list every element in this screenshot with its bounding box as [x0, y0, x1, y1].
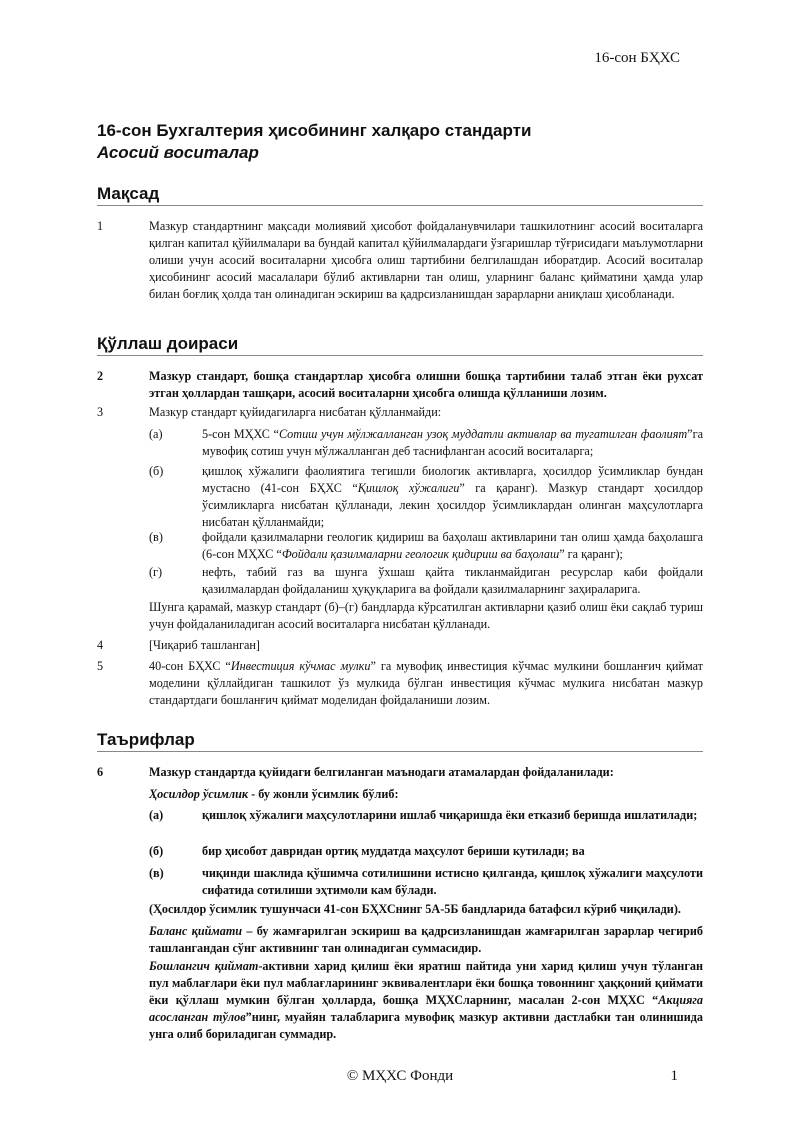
paragraph-3c	[149, 529, 703, 563]
definition-item-b	[149, 843, 703, 860]
paragraph-text: 40-сон БҲХС “Инвестиция кўчмас мулки” га мувофиқ инвестиция кўчмас мулкини бошланғич қиймат моделини қўллайдиган ташкилот ўз мулкида бўлган инвестиция кўчмас мулкига нисбатан мазкур стандартдаги бошланғич қиймат моделидан фойдаланиши лозим.	[149, 659, 704, 707]
item-text: бир ҳисобот давридан ортиқ муддатда маҳсулот бериши кутилади; ва	[202, 844, 585, 858]
paragraph-text: Мазкур стандартнинг мақсади молиявий ҳисобот фойдаланувчилари ташкилотнинг асосий воситаларга қилган капитал қўйилмалари ва бундай капитал қўйилмалардаги ўзгаришлар тўғрисидаги маълумотларни олиши учун асосий воситаларни ҳисобга олиш тартибини белгилашдан иборатдир. Асосий воситалар ҳисобининг асосий масалалари бўлиб активларни тан олиш, уларнинг баланс қийматини ҳамда улар билан боғлиқ ҳолда тан олинадиган эскириш ва қадрсизланишдан зарарларни аниқлаш ҳисобланади.	[149, 219, 703, 301]
item-text: қишлоқ хўжалиги фаолиятига тегишли биологик активларга, ҳосилдор ўсимликлар бундан мустасно (41-сон БҲХС “Қишлоқ хўжалиги” га қаранг). Мазкур стандарт ҳосилдор ўсимликларга нисбатан қўлланади, лекин ҳосилдор ўсимликлардан олинган маҳсулотларга нисбатан қўлланмайди;	[202, 464, 703, 529]
section-heading-scope: Қўллаш доираси	[97, 334, 703, 356]
item-letter: (б)	[149, 844, 164, 858]
paragraph-3b	[149, 463, 703, 531]
item-text: нефть, табий газ ва шунга ўхшаш қайта тикланмайдиган ресурслар каби фойдали қазилмалардан фойдаланиш ҳуқуқларига ва фойдали қазилмаларнинг заҳираларига.	[202, 565, 703, 596]
defined-term: Бошлангич қиймат	[149, 959, 259, 973]
paragraph-1	[97, 218, 703, 303]
defined-term: Ҳосилдор ўсимлик	[149, 787, 249, 801]
section-heading-definitions: Таърифлар	[97, 730, 703, 752]
defined-term: Баланс қиймати	[149, 924, 243, 938]
item-letter: (г)	[149, 565, 163, 579]
paragraph-number: 5	[97, 659, 104, 673]
title-subtitle: Асосий воситалар	[97, 143, 259, 162]
paragraph-text: [Чиқариб ташланган]	[149, 638, 260, 652]
referenced-standard-title: Қишлоқ хўжалиги	[357, 481, 460, 495]
running-header: 16-сон БҲХС	[594, 50, 680, 66]
section-heading-objective: Мақсад	[97, 184, 703, 206]
referenced-standard-title: Акцияга асосланган тўлов	[149, 993, 703, 1024]
paragraph-number: 2	[97, 369, 104, 383]
definition-item-a	[149, 807, 703, 824]
definition-bearer-plant: Ҳосилдор ўсимлик - бу жонли ўсимлик бўлиб:	[149, 787, 399, 801]
paragraph-3	[97, 404, 703, 421]
paragraph-3-tail	[97, 599, 703, 633]
title-main: 16-сон Бухгалтерия ҳисобининг халқаро стандарти	[97, 121, 532, 140]
footer-copyright: © МҲХС Фонди	[346, 1068, 454, 1084]
item-letter: (a)	[149, 808, 164, 822]
paragraph-number: 1	[97, 219, 104, 233]
item-text: чиқинди шаклида қўшимча сотилишини истисно қилганда, қишлоқ хўжалиги маҳсулоти сифатида сотилиши эҳтимоли кам бўлади.	[202, 866, 703, 897]
item-letter: (б)	[149, 464, 164, 478]
item-letter: (в)	[149, 530, 163, 544]
paragraph-3a	[149, 426, 703, 460]
paragraph-4	[97, 637, 703, 654]
document-title	[97, 120, 531, 164]
definition-cost: Бошлангич қиймат-активни харид қилиш ёки яратиш пайтида уни харид қилиш учун тўланган пул маблағлари ёки пул маблағларининг эквивалентлари ёки бошқа товоннинг ҳаққоний қиймати ёки қўллаш мумкин бўлган ҳолларда, бошқа МҲХСларнинг, масалан 2-сон МҲХС “Акцияга асосланган тўлов”нинг, муайян талабларига мувофиқ мазкур активни дастлабки тан олинишида унга олиб бориладиган суммадир.	[149, 959, 703, 1041]
paragraph-3d	[149, 564, 703, 598]
referenced-standard-title: Сотиш учун мўлжалланган узоқ муддатли активлар ва тугатилган фаолият	[278, 427, 688, 441]
paragraph-number: 4	[97, 638, 104, 652]
item-text: фойдали қазилмаларни геологик қидириш ва баҳолаш активларини тан олиш ҳамда баҳолашга (6-сон МҲХС “Фойдали қазилмаларни геологик қидириш ва баҳолаш” га қаранг);	[202, 530, 703, 561]
referenced-standard-title: Инвестиция кўчмас мулки	[230, 659, 371, 673]
item-text: қишлоқ хўжалиги маҳсулотларини ишлаб чиқаришда ёки етказиб беришда ишлатилади;	[202, 808, 698, 822]
item-letter: (a)	[149, 427, 163, 441]
item-text: 5-сон МҲХС “Сотиш учун мўлжалланган узоқ муддатли активлар ва тугатилган фаолият”га мувофиқ сотиш учун мўлжалланган деб таснифланган асосий воситаларга;	[202, 427, 703, 458]
definition-carrying-amount: Баланс қиймати – бу жамғарилган эскириш ва қадрсизланишдан жамғарилган зарарлар чегириб ташлангандан сўнг активнинг тан олинадиган суммасидир.	[149, 924, 703, 955]
item-letter: (в)	[149, 866, 164, 880]
definition-item-c	[149, 865, 703, 899]
paragraph-2	[97, 368, 703, 402]
paragraph-text: Мазкур стандартда қуйидаги белгиланган маънодаги атамалардан фойдаланилади:	[149, 765, 614, 779]
paragraph-text: Шунга қарамай, мазкур стандарт (б)–(г) бандларда кўрсатилган активларни қазиб олиш ёки сақлаб туриш учун фойдаланиладиган асосий воситаларга нисбатан қўлланади.	[149, 600, 703, 631]
paragraph-text: Мазкур стандарт, бошқа стандартлар ҳисобга олишни бошқа тартибини талаб этган ёки рухсат этган ҳоллардан ташқари, асосий воситаларни ҳисобга олишда қўлланиши лозим.	[149, 369, 703, 400]
referenced-standard-title: Фойдали қазилмаларни геологик қидириш ва баҳолаш	[281, 547, 560, 561]
paragraph-6	[97, 764, 703, 781]
paragraph-text: (Ҳосилдор ўсимлик тушунчаси 41-сон БҲХСнинг 5А-5Б бандларида батафсил кўриб чиқилади).	[149, 902, 681, 916]
paragraph-5	[97, 658, 703, 709]
paragraph-number: 6	[97, 765, 104, 779]
paragraph-text: Мазкур стандарт қуйидагиларга нисбатан қўлланмайди:	[149, 405, 442, 419]
page-number: 1	[670, 1068, 678, 1084]
paragraph-number: 3	[97, 405, 104, 419]
definition-note	[97, 901, 703, 918]
